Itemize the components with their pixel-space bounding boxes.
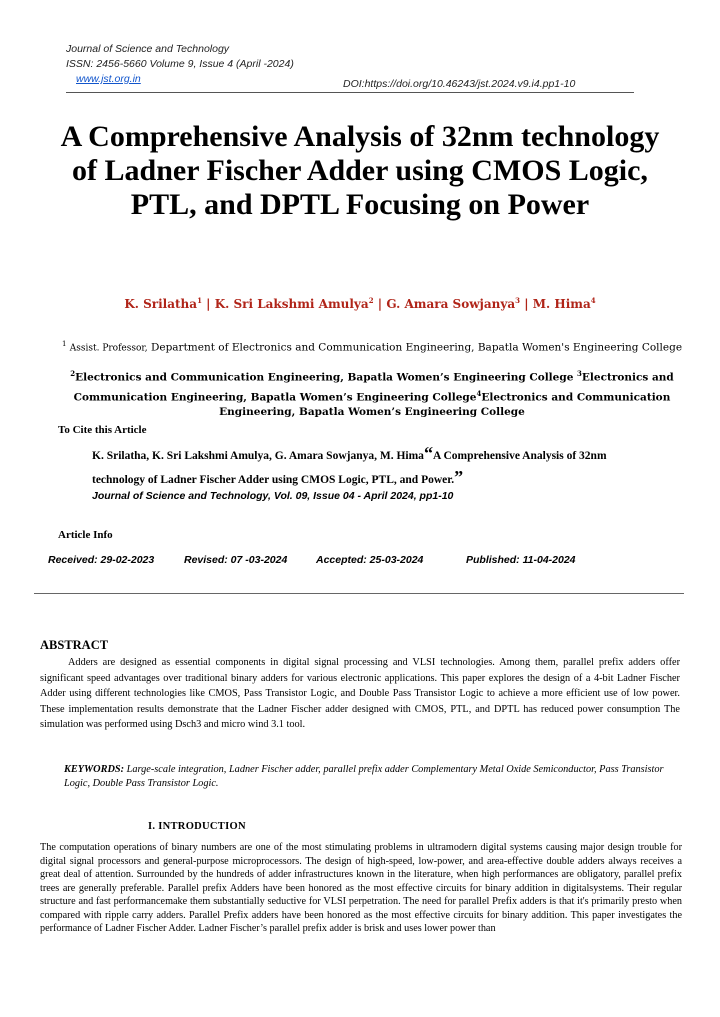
citation-authors: K. Srilatha, K. Sri Lakshmi Amulya, G. Amara Sowjanya, M. Hima <box>92 450 424 462</box>
affiliation-sup: 4 <box>476 388 482 398</box>
keywords-text: Large-scale integration, Ladner Fischer adder, parallel prefix adder Complementary Metal Oxide Semiconductor, Pass Transistor Logic, Double Pass Transistor Logic. <box>64 764 664 789</box>
affiliation-role: Assist. Professor, <box>69 343 148 354</box>
author-name: M. Hima <box>532 297 591 311</box>
affiliation-sup: 3 <box>577 369 582 378</box>
published-date: Published: 11-04-2024 <box>466 554 576 566</box>
intro-heading: I. INTRODUCTION <box>148 821 246 832</box>
citation <box>92 444 652 492</box>
close-quote: ” <box>454 467 464 487</box>
author-list <box>60 296 660 311</box>
article-info-heading: Article Info <box>58 529 113 541</box>
affiliation-text: Electronics and Communication Engineering, Bapatla Women’s Engineering College <box>75 371 574 384</box>
section-divider <box>34 593 684 594</box>
author-sup: 1 <box>197 296 202 305</box>
author-separator: | <box>377 297 383 311</box>
abstract-text: Adders are designed as essential components in digital signal processing and VLSI technologies. Among them, parallel prefix adders offer significant speed advantages over traditional binary adders for various electronic applications. This paper explores the design of a 4-bit Ladner Fischer Adder using different technologies like CMOS, Pass Transistor Logic, and Double Pass Transistor Logic to achieve a more efficient use of low power. These implementation results demonstrate that the Ladner Fischer adder designed with CMOS, PTL, and DPTL has reduced power consumption The simulation was performed using Dsch3 and micro wind 3.1 tool. <box>40 657 680 730</box>
affiliation-text: Electronics and Communication Engineering, Bapatla Women’s Engineering College <box>219 391 671 418</box>
citation-journal: Journal of Science and Technology, Vol. 09, Issue 04 - April 2024, pp1-10 <box>92 490 454 502</box>
abstract-heading: ABSTRACT <box>40 638 109 652</box>
journal-name: Journal of Science and Technology <box>66 43 230 55</box>
keywords <box>64 763 664 791</box>
revised-date: Revised: 07 -03-2024 <box>184 554 288 566</box>
intro-text: The computation operations of binary numbers are one of the most stimulating problems in ultramodern digital systems causing major design trouble for digital signal processors and general-purpose microprocessors. The design of high-speed, low-power, and area-effective double adders always receives a great deal of attention. Surrounded by the hundreds of adder infrastructures known in the literature, when high performances are obligatory, parallel prefix trees are generally preferable. Parallel prefix Adders have been honored as the most effective circuits for binary addition in digitalsystems. Their regular structure and fast performancemake them substantially seductive for VLSI perpetration. The need for parallel Prefix adders is that it's primarily presto when compared with ripple carry adders. Parallel Prefix adders have been honored as the most effective circuits for binary addition. This paper investigates the performance of Ladner Fischer Adder. Ladner Fischer’s parallel prefix adder is brisk and uses lower power than <box>40 842 682 934</box>
author-separator: | <box>524 297 529 311</box>
header-divider <box>66 92 634 93</box>
doi-line: DOI:https://doi.org/10.46243/jst.2024.v9.i4.pp1-10 <box>343 78 576 90</box>
author-name: G. Amara Sowjanya <box>386 297 516 311</box>
keywords-label: KEYWORDS: <box>64 764 125 775</box>
author-separator: | <box>206 297 211 311</box>
running-header <box>66 42 294 87</box>
paper-title: A Comprehensive Analysis of 32nm technology of Ladner Fischer Adder using CMOS Logic, PTL, and DPTL Focusing on Power <box>60 120 660 221</box>
affiliation-2-4 <box>52 366 692 420</box>
author-sup: 3 <box>515 296 521 305</box>
author-sup: 2 <box>368 296 374 305</box>
received-date: Received: 29-02-2023 <box>48 554 155 566</box>
affiliation-sup: 2 <box>70 369 76 378</box>
cite-heading: To Cite this Article <box>58 424 147 436</box>
journal-url-link[interactable]: www.jst.org.in <box>76 73 141 85</box>
affiliation-text: Department of Electronics and Communication Engineering, Bapatla Women's Engineering College <box>150 341 683 354</box>
affiliation-1 <box>52 337 692 357</box>
citation-title: A Comprehensive Analysis of 32nm technology of Ladner Fischer Adder using CMOS Logic, PTL, and Power. <box>92 450 607 486</box>
author-name: K. Sri Lakshmi Amulya <box>214 297 369 311</box>
issn-line: ISSN: 2456-5660 Volume 9, Issue 4 (April -2024) <box>66 58 294 70</box>
affiliation-sup: 1 <box>61 340 67 348</box>
author-name: K. Srilatha <box>124 297 198 311</box>
accepted-date: Accepted: 25-03-2024 <box>316 554 424 566</box>
author-sup: 4 <box>590 296 596 305</box>
open-quote: “ <box>423 443 433 463</box>
affiliation-text: Electronics and Communication Engineering, Bapatla Women’s Engineering College <box>73 371 674 403</box>
